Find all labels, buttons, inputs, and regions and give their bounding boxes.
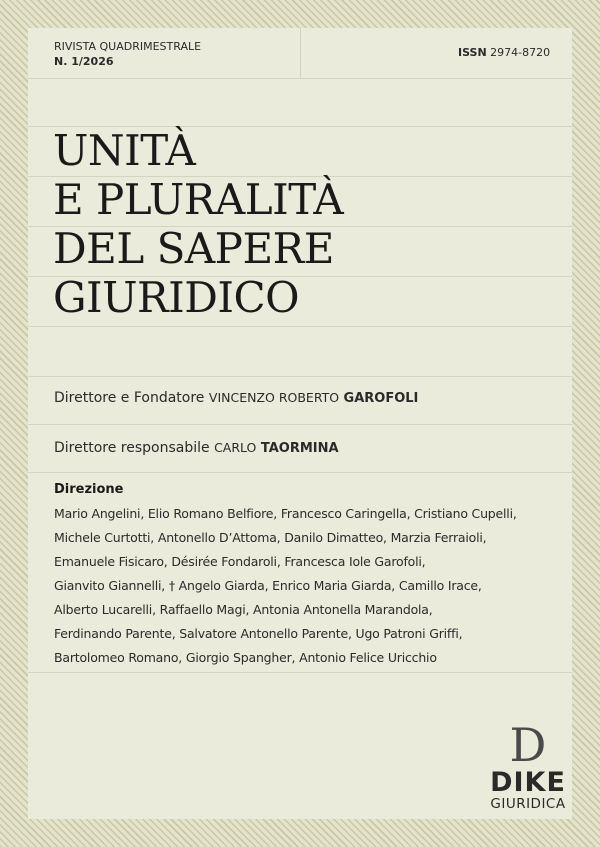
publisher-subtitle: GIURIDICA xyxy=(490,796,566,812)
board-line: Mario Angelini, Elio Romano Belfiore, Francesco Caringella, Cristiano Cupelli, xyxy=(54,506,517,521)
issn-label: ISSN xyxy=(458,46,487,59)
board-line: Ferdinando Parente, Salvatore Antonello Parente, Ugo Patroni Griffi, xyxy=(54,626,463,641)
publisher-name: DIKE xyxy=(490,767,566,798)
divider xyxy=(28,472,572,473)
board-line: Michele Curtotti, Antonello D’Attoma, Danilo Dimatteo, Marzia Ferraioli, xyxy=(54,530,487,545)
responsible-label: Direttore responsabile xyxy=(54,440,210,456)
title-line: E PLURALITÀ xyxy=(53,175,344,224)
board-heading: Direzione xyxy=(54,482,124,497)
responsible-first-name: CARLO xyxy=(214,440,257,455)
issn-value: 2974-8720 xyxy=(490,46,551,59)
issn xyxy=(458,46,550,59)
board-line: Alberto Lucarelli, Raffaello Magi, Antonia Antonella Marandola, xyxy=(54,602,433,617)
issue-number: N. 1/2026 xyxy=(54,55,114,68)
board-line: Gianvito Giannelli, † Angelo Giarda, Enrico Maria Giarda, Camillo Irace, xyxy=(54,578,482,593)
periodicity: RIVISTA QUADRIMESTRALE xyxy=(54,40,202,53)
founder-surname: GAROFOLI xyxy=(343,391,419,406)
board-line: Emanuele Fisicaro, Désirée Fondaroli, Francesca Iole Garofoli, xyxy=(54,554,426,569)
title-line: UNITÀ xyxy=(53,126,196,175)
responsible-line xyxy=(54,440,339,456)
responsible-surname: TAORMINA xyxy=(260,441,339,456)
divider xyxy=(28,424,572,425)
board-line: Bartolomeo Romano, Giorgio Spangher, Antonio Felice Uricchio xyxy=(54,650,437,665)
divider xyxy=(28,376,572,377)
board-members xyxy=(54,502,564,670)
founder-line xyxy=(54,390,418,406)
divider xyxy=(300,28,301,78)
founder-first-names: VINCENZO ROBERTO xyxy=(208,390,340,405)
divider xyxy=(28,672,572,673)
cover-panel xyxy=(28,28,572,819)
divider xyxy=(28,78,572,79)
founder-label: Direttore e Fondatore xyxy=(54,390,205,406)
title-line: DEL SAPERE xyxy=(53,224,334,273)
divider xyxy=(28,326,572,327)
journal-meta xyxy=(54,39,201,69)
logo-monogram: D xyxy=(509,718,547,772)
title-line: GIURIDICO xyxy=(53,273,300,322)
journal-title xyxy=(53,126,553,322)
publisher-logo xyxy=(484,718,572,812)
